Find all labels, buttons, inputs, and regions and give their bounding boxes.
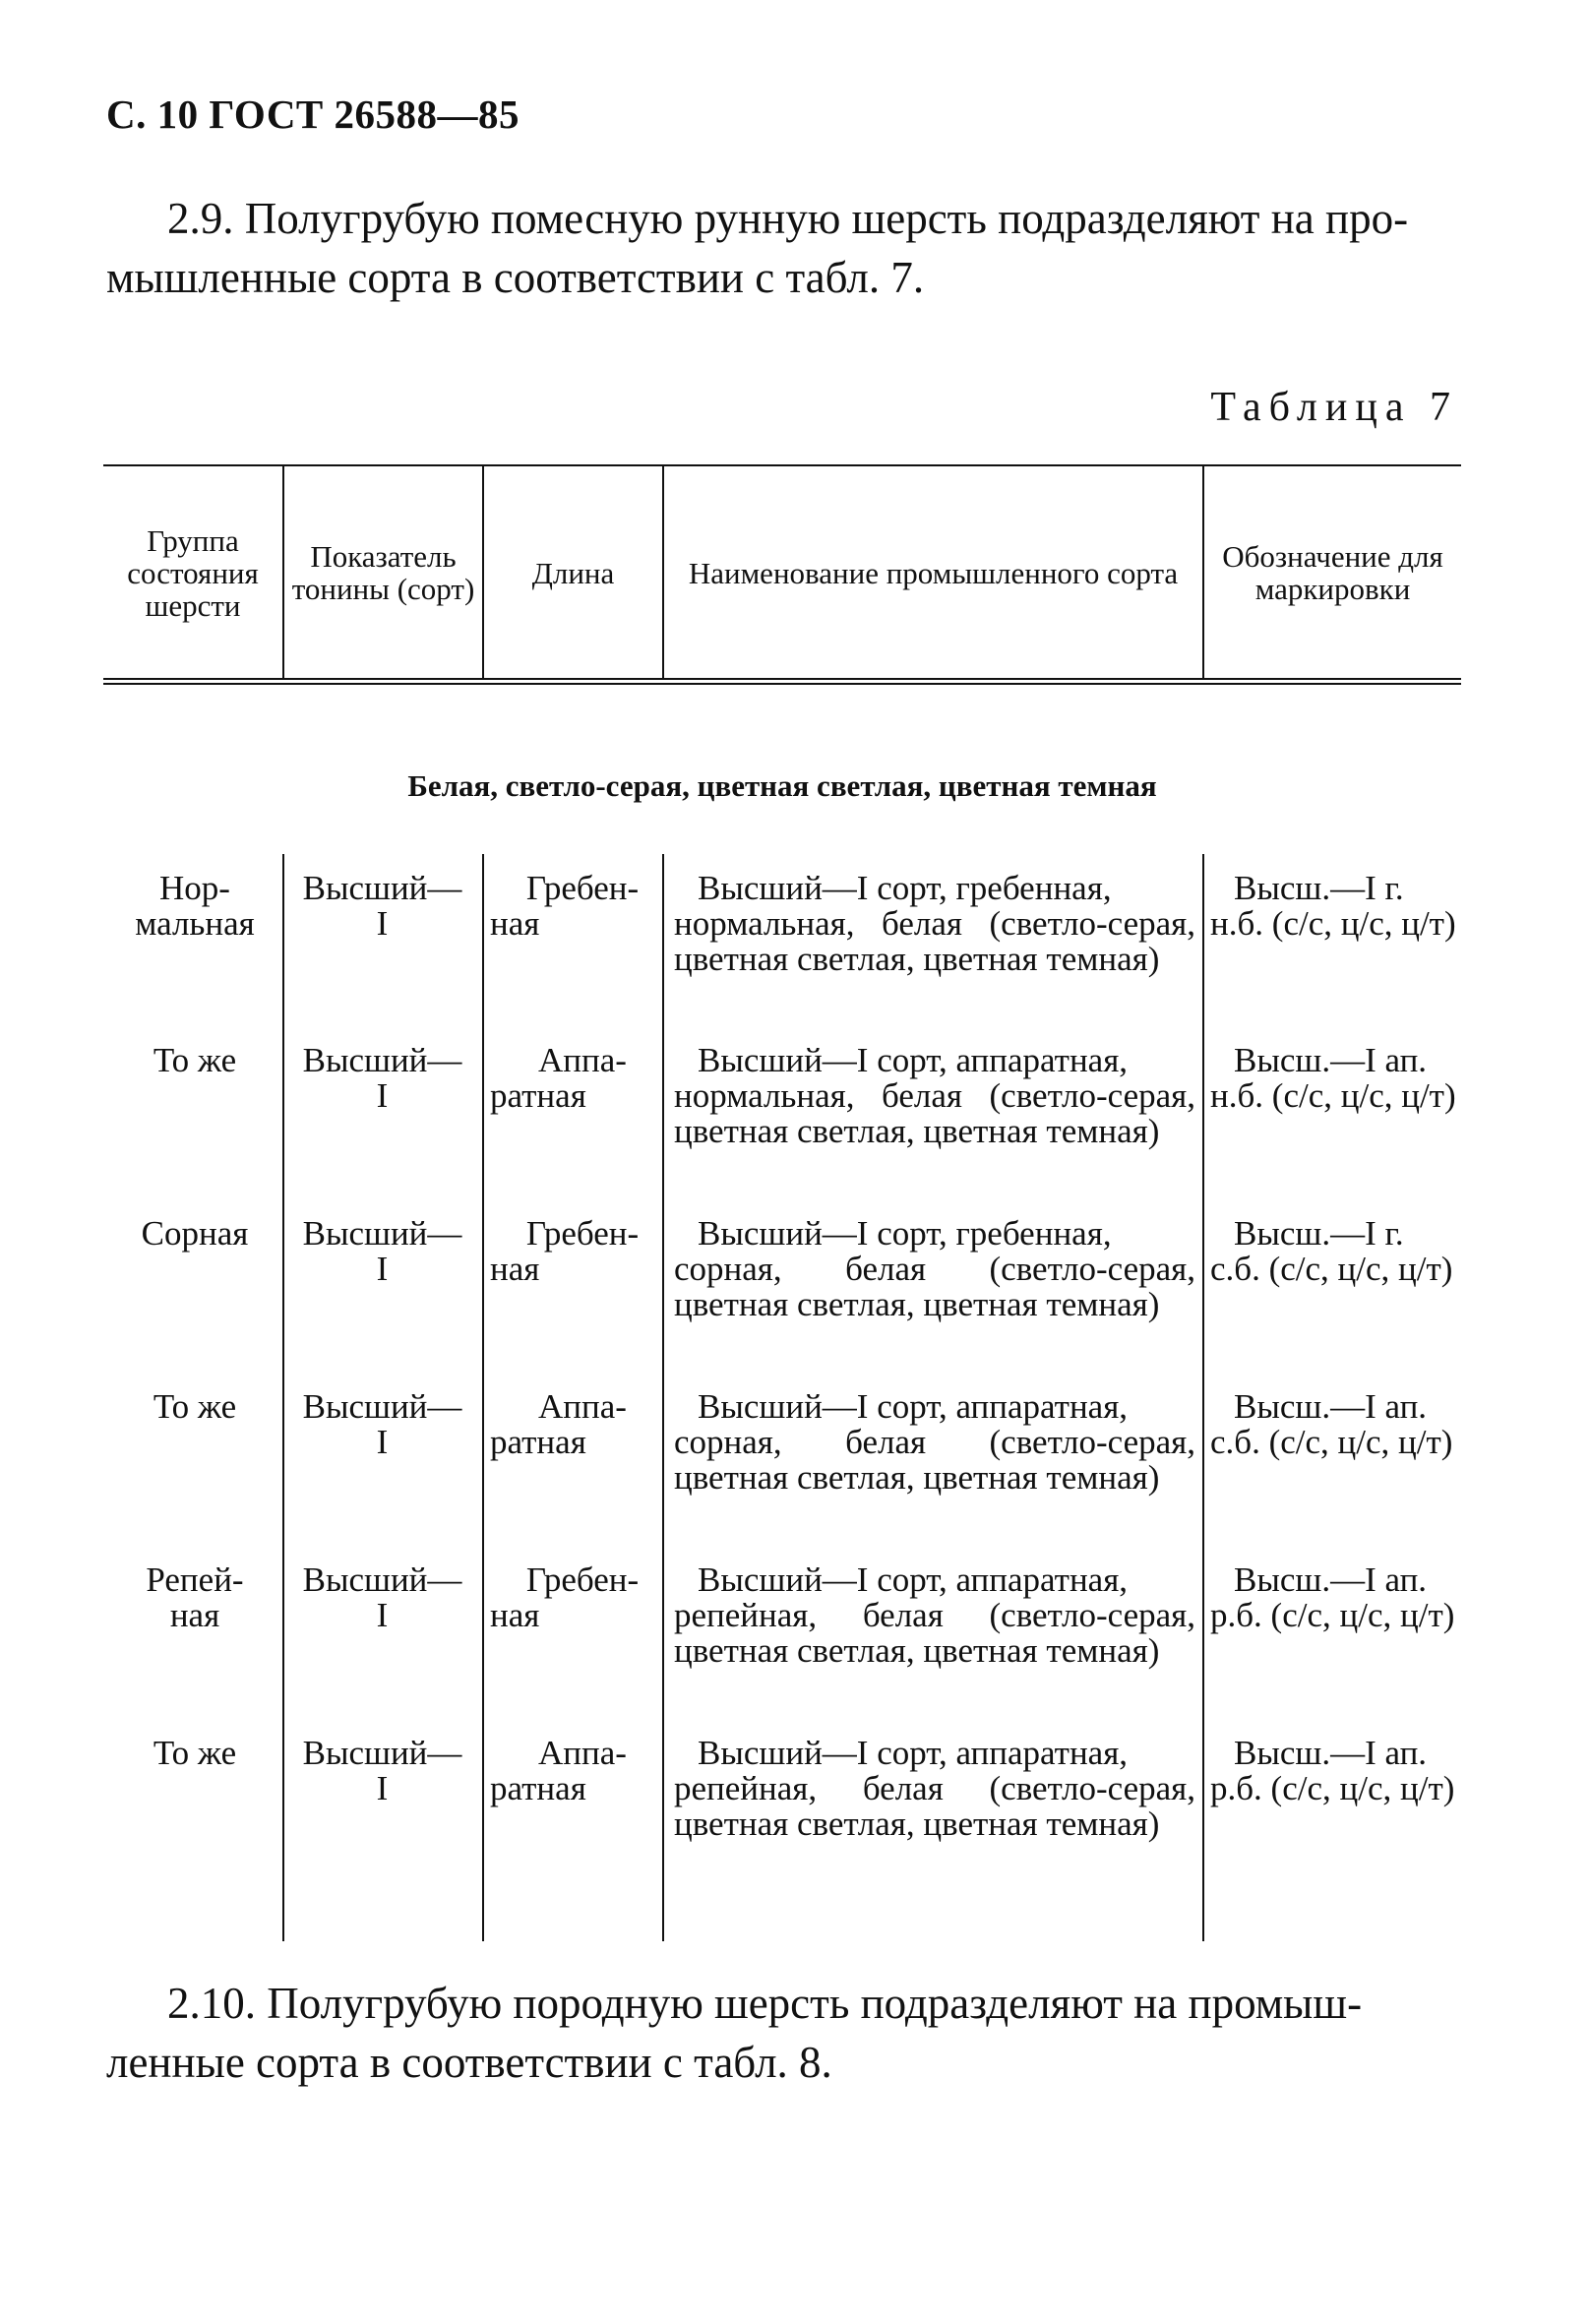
- row-name: Высший—I сорт, аппаратная, сорная, белая (светло-серая, цветная светлая, цветная темная): [674, 1387, 1195, 1497]
- row-length: Гребен- ная: [490, 1560, 640, 1634]
- paragraph-2-10: [106, 1974, 1459, 2092]
- row-grade: Высший— I: [302, 1387, 462, 1461]
- paragraph-line: мышленные сорта в соответствии с табл. 7.: [106, 253, 925, 302]
- row-mark: Высш.—I ап. с.б. (с/с, ц/с, ц/т): [1210, 1387, 1453, 1461]
- table-caption: Таблица 7: [1210, 385, 1458, 430]
- row-group: Сорная: [141, 1214, 249, 1253]
- row-grade: Высший— I: [302, 1041, 462, 1115]
- row-mark: Высш.—I г. н.б. (с/с, ц/с, ц/т): [1210, 869, 1456, 943]
- header-name: Наименование промышленного сорта: [688, 555, 1179, 590]
- header-group: Группа состояния шерсти: [127, 522, 259, 623]
- body-divider: [482, 854, 484, 1941]
- row-grade: Высший— I: [302, 1734, 462, 1807]
- table-top-rule: [103, 464, 1461, 466]
- row-name: Высший—I сорт, гребенная, нормальная, белая (светло-серая, цветная светлая, цветная темная): [674, 869, 1195, 978]
- table-header-rule: [103, 678, 1461, 685]
- row-name: Высший—I сорт, аппаратная, репейная, белая (светло-серая, цветная светлая, цветная темная): [674, 1560, 1195, 1670]
- row-group: То же: [153, 1041, 237, 1079]
- section-title: Белая, светло-серая, цветная светлая, цветная темная: [407, 768, 1157, 803]
- row-mark: Высш.—I ап. р.б. (с/с, ц/с, ц/т): [1210, 1734, 1455, 1807]
- row-name: Высший—I сорт, гребенная, сорная, белая (светло-серая, цветная светлая, цветная темная): [674, 1214, 1195, 1323]
- paragraph-line: 2.10. Полугрубую породную шерсть подразделяют на промыш-: [167, 1979, 1363, 2028]
- paragraph-line: 2.9. Полугрубую помесную рунную шерсть подразделяют на про-: [167, 194, 1409, 243]
- row-group: Репей- ная: [146, 1560, 244, 1634]
- row-grade: Высший— I: [302, 1560, 462, 1634]
- header-mark: Обозначение для маркировки: [1222, 539, 1443, 606]
- header-fineness: Показатель тонины (сорт): [291, 539, 475, 606]
- row-length: Аппа- ратная: [490, 1041, 627, 1115]
- row-mark: Высш.—I ап. р.б. (с/с, ц/с, ц/т): [1210, 1560, 1455, 1634]
- body-divider: [1202, 854, 1204, 1941]
- row-length: Гребен- ная: [490, 1214, 640, 1288]
- row-mark: Высш.—I г. с.б. (с/с, ц/с, ц/т): [1210, 1214, 1453, 1288]
- row-grade: Высший— I: [302, 1214, 462, 1288]
- row-grade: Высший— I: [302, 869, 462, 943]
- paragraph-2-9: [106, 189, 1459, 307]
- row-length: Аппа- ратная: [490, 1387, 627, 1461]
- row-group: Нор- мальная: [135, 869, 255, 943]
- header-length: Длина: [531, 555, 615, 590]
- row-mark: Высш.—I ап. н.б. (с/с, ц/с, ц/т): [1210, 1041, 1456, 1115]
- row-name: Высший—I сорт, аппаратная, репейная, белая (светло-серая, цветная светлая, цветная темная): [674, 1734, 1195, 1843]
- row-group: То же: [153, 1734, 237, 1772]
- row-group: То же: [153, 1387, 237, 1426]
- paragraph-line: ленные сорта в соответствии с табл. 8.: [106, 2038, 832, 2087]
- page-header: С. 10 ГОСТ 26588—85: [106, 92, 520, 137]
- row-name: Высший—I сорт, аппаратная, нормальная, белая (светло-серая, цветная светлая, цветная темная): [674, 1041, 1195, 1150]
- body-divider: [662, 854, 664, 1941]
- row-length: Гребен- ная: [490, 869, 640, 943]
- row-length: Аппа- ратная: [490, 1734, 627, 1807]
